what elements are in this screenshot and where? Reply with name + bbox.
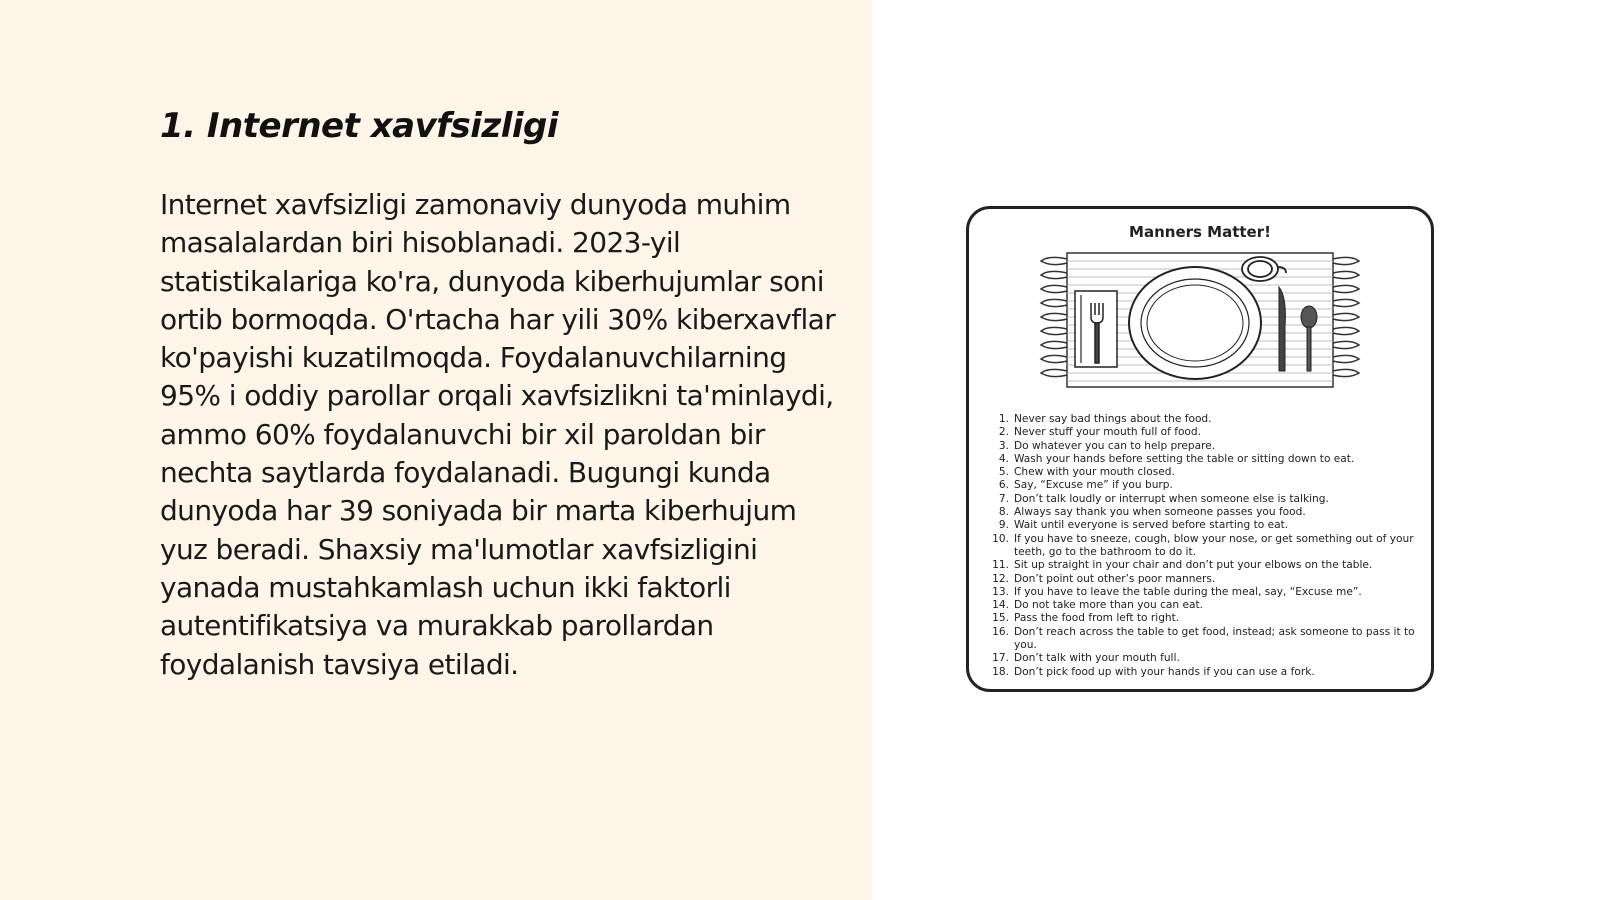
list-item: 14. Do not take more than you can eat.	[992, 599, 1204, 612]
list-item: 4. Wash your hands before setting the table or sitting down to eat.	[998, 452, 1355, 465]
list-item: 16. Don’t reach across the table to get food, instead; ask someone to pass it to you.	[992, 625, 1415, 652]
list-item: 8. Always say thank you when someone passes you food.	[998, 506, 1306, 519]
list-item: 9. Wait until everyone is served before starting to eat.	[998, 519, 1289, 532]
list-item: 3. Do whatever you can to help prepare.	[998, 439, 1216, 452]
knife-icon	[1279, 287, 1285, 371]
slide-body-text: Internet xavfsizligi zamonaviy dunyoda muhim masalalardan biri hisoblanadi. 2023-yil statistikalariga ko'ra, dunyoda kiberhujumlar soni ortib bormoqda. O'rtacha har yili 30% kiberxavflar ko'payishi kuzatilmoqda. Foydalanuvchilarning 95% i oddiy parollar orqali xavfsizlikni ta'minlaydi, ammo 60% foydalanuvchi bir xil paroldan bir nechta saytlarda foydalanadi. Bugungi kunda dunyoda har 39 soniyada bir marta kiberhujum yuz beradi. Shaxsiy ma'lumotlar xavfsizligini yanada mustahkamlash uchun ikki faktorli autentifikatsiya va murakkab parollardan foydalanish tavsiya etiladi.	[160, 188, 836, 681]
list-item: 13. If you have to leave the table during the meal, say, “Excuse me”.	[992, 585, 1362, 598]
list-item: 1. Never say bad things about the food.	[998, 413, 1212, 425]
list-item: 12. Don’t point out other’s poor manners.	[992, 572, 1216, 585]
slide-title: 1. Internet xavfsizligi	[160, 106, 559, 146]
poster-title: Manners Matter!	[1129, 223, 1271, 241]
list-item: 7. Don’t talk loudly or interrupt when someone else is talking.	[998, 492, 1329, 505]
manners-poster-image	[966, 206, 1434, 692]
manners-rules-list	[987, 413, 1427, 679]
list-item: 2. Never stuff your mouth full of food.	[998, 426, 1202, 439]
list-item: 15. Pass the food from left to right.	[992, 612, 1180, 625]
plate-icon	[1129, 267, 1261, 379]
list-item: 11. Sit up straight in your chair and don’t put your elbows on the table.	[992, 559, 1373, 572]
fork-icon	[1075, 291, 1117, 367]
list-item: 6. Say, “Excuse me” if you burp.	[998, 479, 1173, 492]
list-item: 5. Chew with your mouth closed.	[998, 466, 1175, 479]
place-setting-illustration	[1035, 245, 1365, 395]
list-item: 10. If you have to sneeze, cough, blow your nose, or get something out of your teeth, go to the bathroom to do it.	[992, 532, 1414, 558]
list-item: 18. Don’t pick food up with your hands if you can use a fork.	[992, 665, 1315, 678]
list-item: 17. Don’t talk with your mouth full.	[992, 652, 1180, 665]
